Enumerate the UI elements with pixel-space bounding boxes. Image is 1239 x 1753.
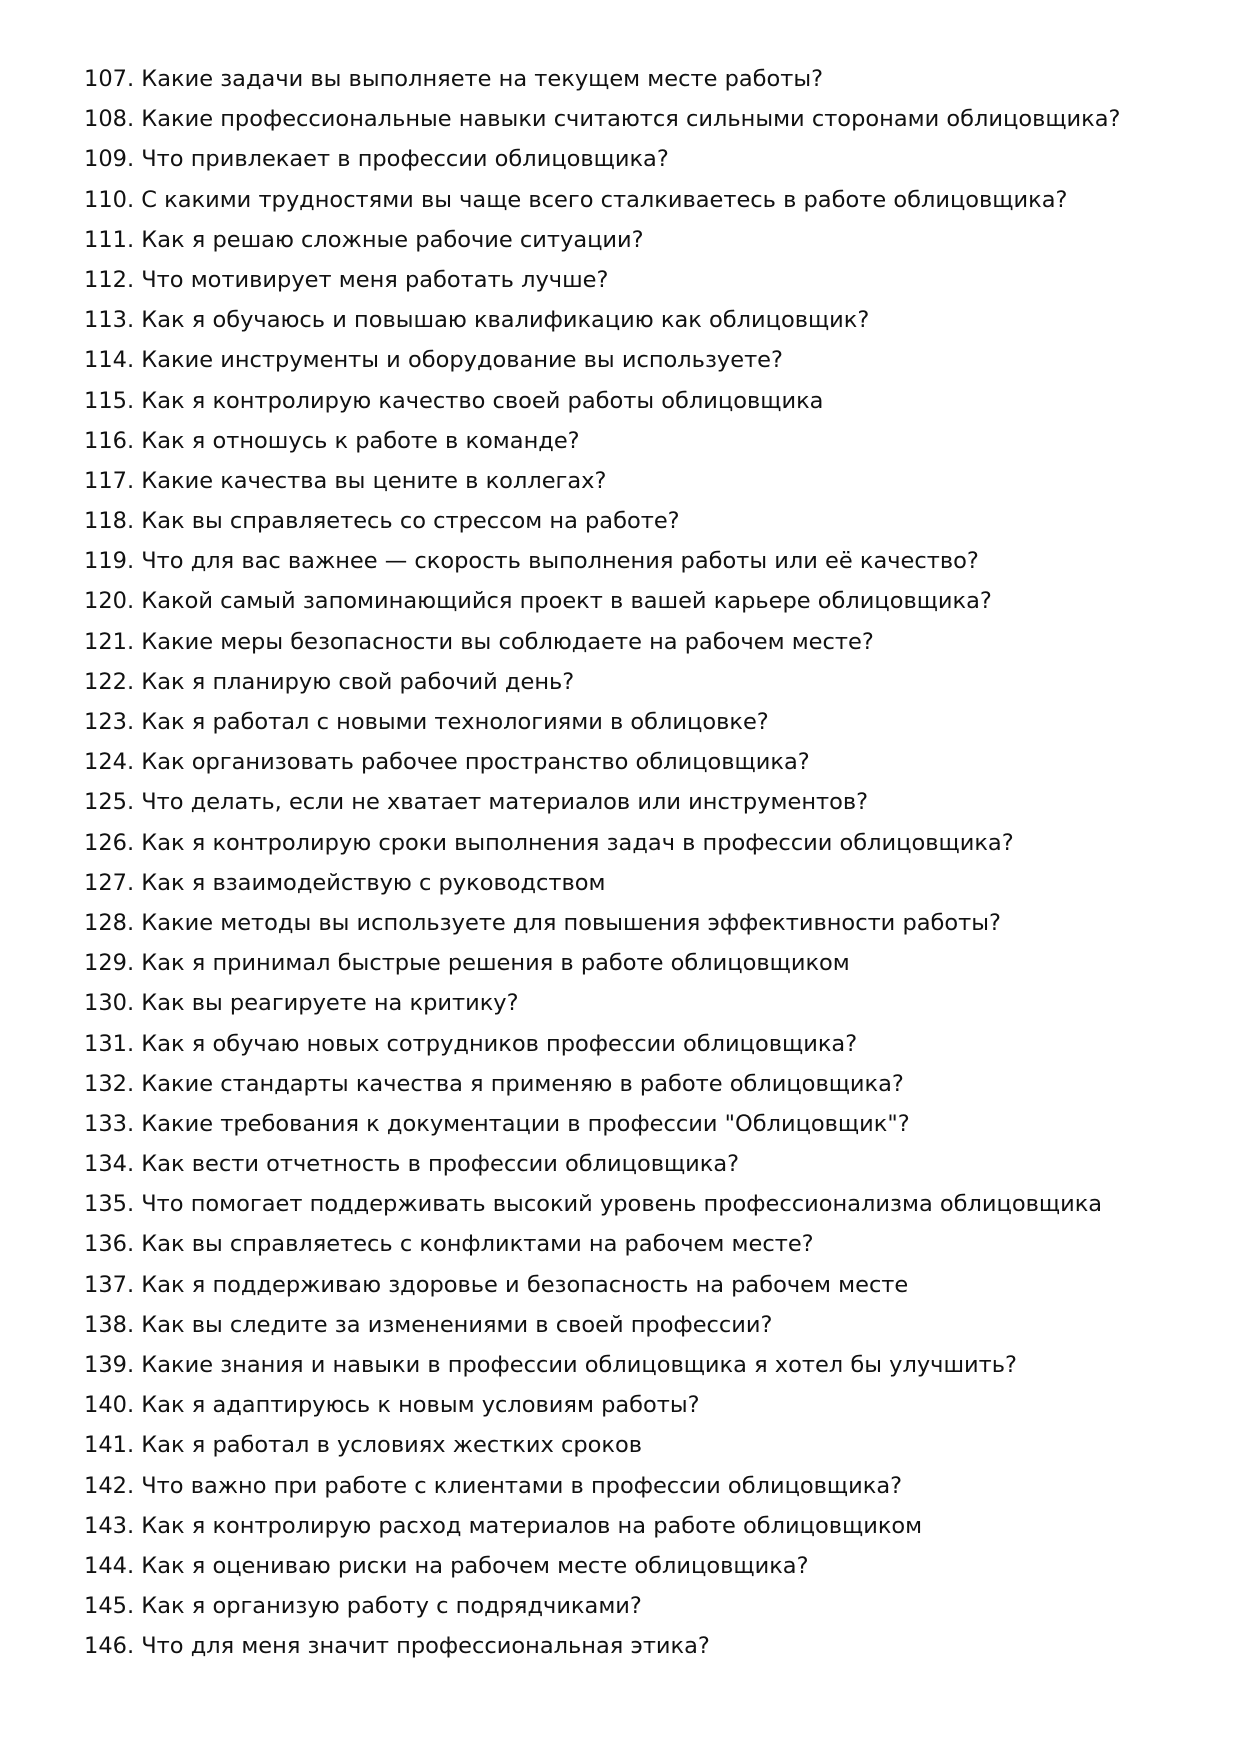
question-item: 142. Что важно при работе с клиентами в профессии облицовщика? — [84, 1472, 903, 1499]
question-item: 127. Как я взаимодействую с руководством — [84, 869, 606, 896]
question-list — [84, 59, 1121, 1667]
question-item: 115. Как я контролирую качество своей работы облицовщика — [84, 387, 824, 414]
question-item: 135. Что помогает поддерживать высокий уровень профессионализма облицовщика — [84, 1191, 1103, 1218]
question-item: 132. Какие стандарты качества я применяю в работе облицовщика? — [84, 1070, 904, 1097]
question-item: 114. Какие инструменты и оборудование вы используете? — [84, 347, 783, 374]
question-item: 137. Как я поддерживаю здоровье и безопасность на рабочем месте — [84, 1271, 909, 1298]
question-item: 110. С какими трудностями вы чаще всего сталкиваетесь в работе облицовщика? — [84, 186, 1068, 213]
question-item: 136. Как вы справляетесь с конфликтами на рабочем месте? — [84, 1231, 814, 1258]
question-item: 130. Как вы реагируете на критику? — [84, 990, 519, 1017]
question-item: 134. Как вести отчетность в профессии облицовщика? — [84, 1151, 740, 1178]
question-item: 141. Как я работал в условиях жестких сроков — [84, 1432, 643, 1459]
question-item: 109. Что привлекает в профессии облицовщика? — [84, 146, 669, 173]
question-item: 122. Как я планирую свой рабочий день? — [84, 668, 575, 695]
question-item: 107. Какие задачи вы выполняете на текущем месте работы? — [84, 66, 824, 92]
question-item: 124. Как организовать рабочее пространство облицовщика? — [84, 749, 810, 776]
question-item: 143. Как я контролирую расход материалов на работе облицовщиком — [84, 1512, 923, 1539]
question-item: 120. Какой самый запоминающийся проект в вашей карьере облицовщика? — [84, 588, 992, 615]
question-item: 117. Какие качества вы цените в коллегах? — [84, 467, 607, 494]
question-item: 138. Как вы следите за изменениями в своей профессии? — [84, 1311, 773, 1338]
question-item: 140. Как я адаптируюсь к новым условиям работы? — [84, 1392, 700, 1419]
question-item: 131. Как я обучаю новых сотрудников профессии облицовщика? — [84, 1030, 858, 1057]
question-item: 118. Как вы справляетесь со стрессом на работе? — [84, 508, 680, 535]
question-item: 128. Какие методы вы используете для повышения эффективности работы? — [84, 909, 1001, 936]
question-item: 126. Как я контролирую сроки выполнения задач в профессии облицовщика? — [84, 829, 1014, 856]
question-item: 145. Как я организую работу с подрядчиками? — [84, 1593, 642, 1620]
question-item: 133. Какие требования к документации в профессии "Облицовщик"? — [84, 1110, 910, 1137]
question-item: 129. Как я принимал быстрые решения в работе облицовщиком — [84, 950, 850, 977]
question-item: 146. Что для меня значит профессиональная этика? — [84, 1633, 710, 1660]
question-item: 111. Как я решаю сложные рабочие ситуации? — [84, 226, 644, 253]
question-item: 112. Что мотивирует меня работать лучше? — [84, 266, 609, 293]
question-item: 116. Как я отношусь к работе в команде? — [84, 427, 580, 454]
question-item: 125. Что делать, если не хватает материалов или инструментов? — [84, 789, 869, 816]
question-item: 123. Как я работал с новыми технологиями в облицовке? — [84, 709, 769, 735]
question-item: 144. Как я оцениваю риски на рабочем месте облицовщика? — [84, 1552, 809, 1579]
question-item: 108. Какие профессиональные навыки считаются сильными сторонами облицовщика? — [84, 106, 1121, 133]
question-item: 121. Какие меры безопасности вы соблюдаете на рабочем месте? — [84, 628, 874, 655]
question-item: 139. Какие знания и навыки в профессии облицовщика я хотел бы улучшить? — [84, 1352, 1017, 1378]
question-item: 119. Что для вас важнее — скорость выполнения работы или её качество? — [84, 548, 979, 575]
question-item: 113. Как я обучаюсь и повышаю квалификацию как облицовщик? — [84, 307, 870, 334]
